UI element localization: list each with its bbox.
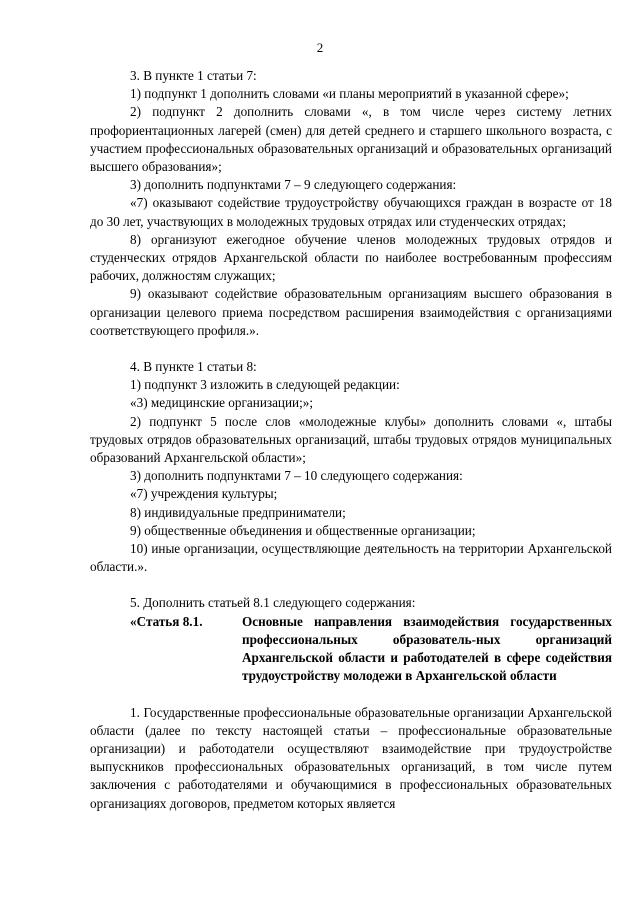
section-3-item-2: 2) подпункт 2 дополнить словами «, в том числе через систему летних профориентационных лагерей (смен) для детей среднего и старшего школьного возраста, с участием профессиональных образовательных организаций и образовательных организаций высшего образования»; (90, 104, 612, 175)
section-4-item-3: 2) подпункт 5 после слов «молодежные клубы» дополнить словами «, штабы трудовых отрядов образовательных организаций, штабы трудовых отрядов муниципальных образований Архангельской области»; (90, 413, 612, 466)
article-title: Основные направления взаимодействия государственных профессиональных образователь-ных организаций Архангельской области и работодателей в сфере содействия трудоустройству молодежи в Архангельской области (242, 613, 612, 684)
page-number: 2 (316, 40, 324, 55)
section-4-item-4: 3) дополнить подпунктами 7 – 10 следующего содержания: (130, 468, 463, 484)
section-3-item-1: 1) подпункт 1 дополнить словами «и планы мероприятий в указанной сфере»; (130, 86, 569, 102)
article-8-1-paragraph-1: 1. Государственные профессиональные образовательные организации Архангельской области (далее по тексту настоящей статьи – профессиональные образовательные организации) и работодатели осуществляют взаимодействие при трудоустройстве выпускников профессиональных образовательных организаций, в том числе путем заключения с работодателями и обучающимися в профессиональных образовательных организациях договоров, предметом которых является (90, 704, 612, 811)
article-label: «Статья 8.1. (130, 613, 203, 629)
section-4-item-1: 1) подпункт 3 изложить в следующей редакции: (130, 377, 400, 393)
section-3-item-3: 3) дополнить подпунктами 7 – 9 следующего содержания: (130, 177, 457, 193)
section-4-item-5: «7) учреждения культуры; (130, 486, 278, 502)
section-5-heading: 5. Дополнить статьей 8.1 следующего содержания: (130, 595, 416, 611)
section-4-item-2: «3) медицинские организации;»; (130, 395, 314, 411)
document-body (90, 67, 612, 813)
section-3-item-4: «7) оказывают содействие трудоустройству обучающихся граждан в возрасте от 18 до 30 лет, участвующих в молодежных трудовых отрядах или студенческих отрядах; (90, 195, 612, 229)
paragraph-gap (90, 340, 612, 358)
section-4-item-7: 9) общественные объединения и общественные организации; (130, 522, 476, 538)
paragraph-gap (90, 576, 612, 594)
section-4-item-8: 10) иные организации, осуществляющие деятельность на территории Архангельской области.». (90, 541, 612, 575)
section-4-heading: 4. В пункте 1 статьи 8: (130, 359, 257, 375)
section-4-item-6: 8) индивидуальные предприниматели; (130, 504, 346, 520)
paragraph-gap (90, 686, 612, 704)
article-8-1-header (90, 613, 612, 686)
section-3-item-6: 9) оказывают содействие образовательным организациям высшего образования в организации целевого приема посредством расширения взаимодействия с организациями соответствующего профиля.». (90, 286, 612, 338)
section-3-item-5: 8) организуют ежегодное обучение членов молодежных трудовых отрядов и студенческих отрядов Архангельской области по наиболее востребованным профессиям рабочих, должностям служащих; (90, 231, 612, 284)
section-3-heading: 3. В пункте 1 статьи 7: (130, 68, 257, 83)
